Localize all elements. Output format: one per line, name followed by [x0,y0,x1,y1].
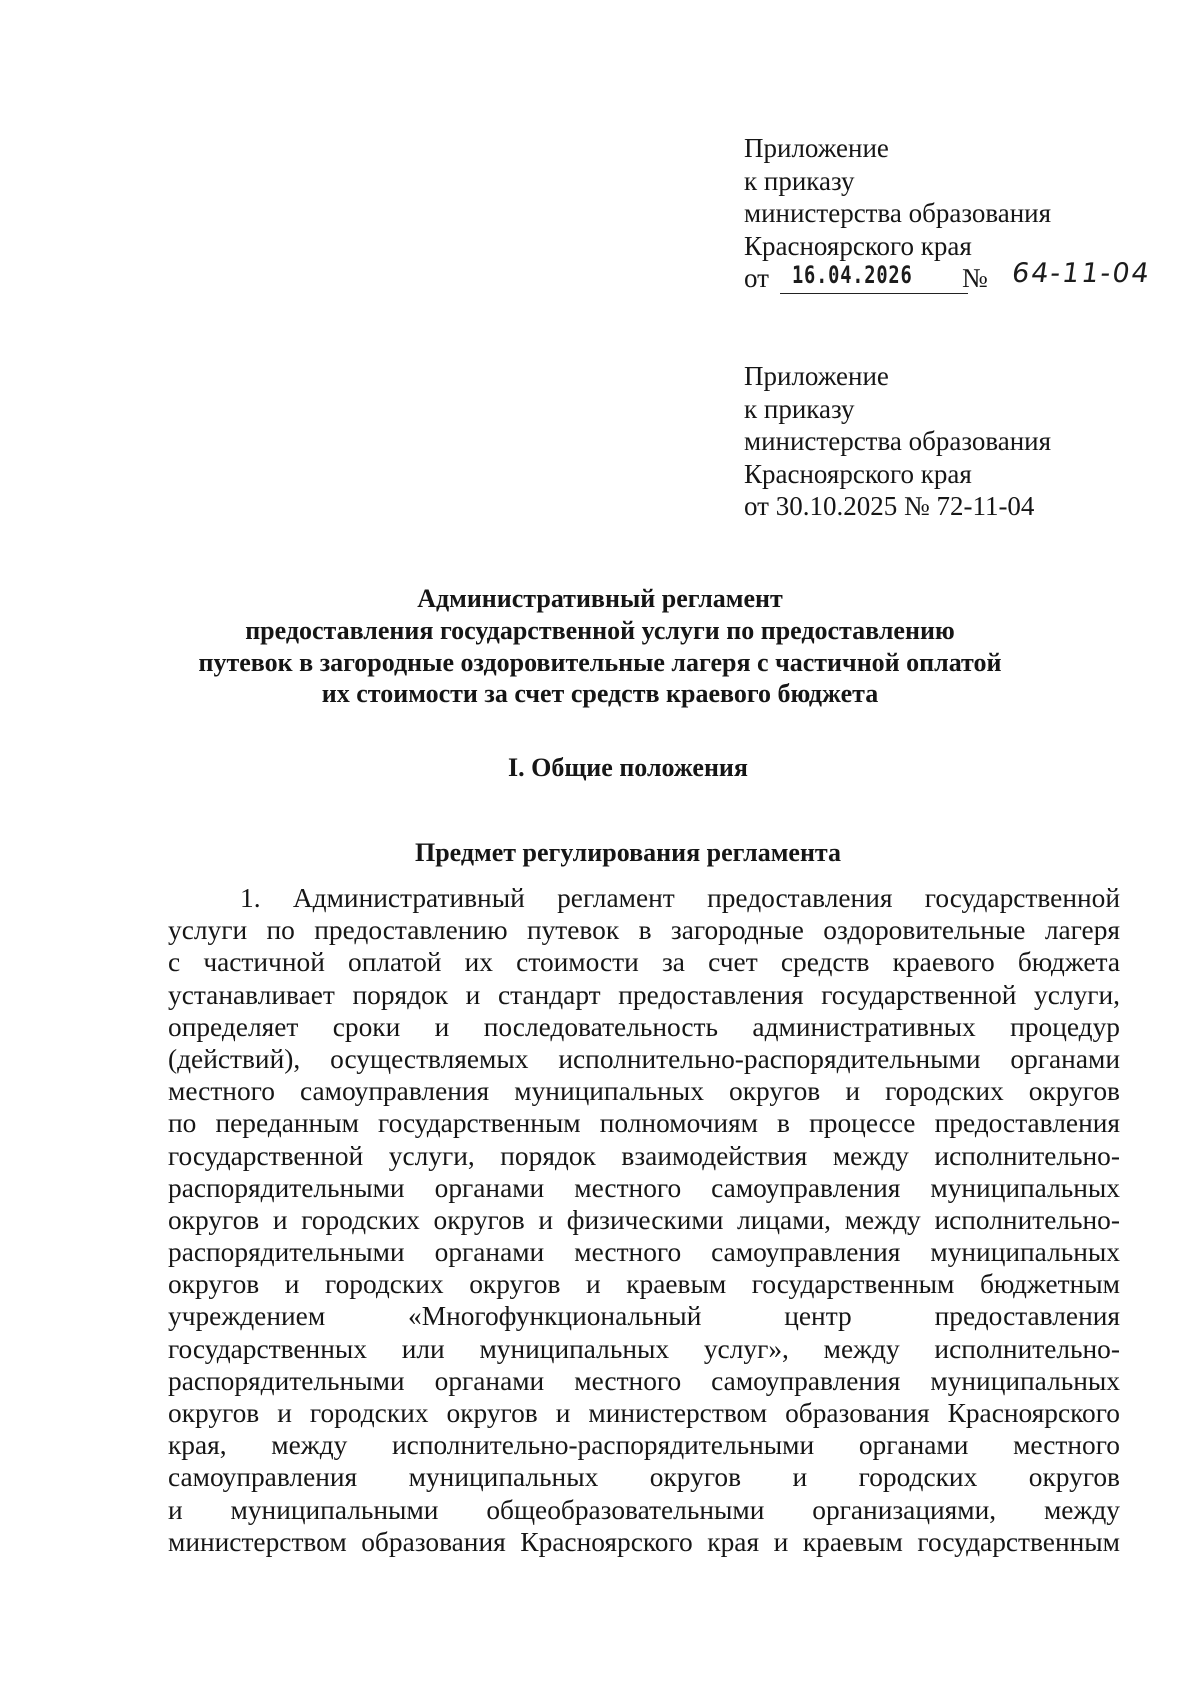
title-line: Административный регламент [417,584,783,613]
appendix-block-current [744,132,1164,296]
order-date-number-line [744,258,1164,296]
title-line: их стоимости за счет средств краевого бюджета [321,679,879,709]
paragraph-line: местного самоуправления муниципальных округов и городских округов [168,1076,1120,1107]
paragraph-line: государственной услуги, порядок взаимодействия между исполнительно- [168,1140,1120,1171]
paragraph-line: устанавливает порядок и стандарт предоставления государственной услуги, [168,979,1120,1010]
appendix-line: к приказу [744,165,855,196]
subsection-heading: Предмет регулирования регламента [414,838,842,867]
paragraph-line: государственных или муниципальных услуг», между исполнительно- [168,1333,1120,1364]
paragraph-line: распорядительными органами местного самоуправления муниципальных [168,1172,1120,1203]
section-heading: I. Общие положения [508,753,748,782]
paragraph-line: (действий), осуществляемых исполнительно-распорядительными органами [168,1043,1120,1074]
paragraph-line: округов и городских округов и министерством образования Красноярского [168,1398,1120,1428]
appendix-line: от 30.10.2025 № 72-11-04 [744,491,1035,521]
appendix-line: Красноярского края [744,230,972,261]
title-line: предоставления государственной услуги по предоставлению [245,615,955,645]
handwritten-order-number: 64-11-04 [1009,258,1153,289]
paragraph-line: и муниципальными общеобразовательными организациями, между [168,1494,1120,1525]
document-title [150,583,1050,710]
paragraph-line: учреждением «Многофункциональный центр предоставления [168,1301,1120,1332]
appendix-line: Приложение [744,133,889,163]
paragraph-line: края, между исполнительно-распорядительными органами местного [168,1430,1120,1461]
paragraph-line: самоуправления муниципальных округов и городских округов [168,1462,1120,1493]
paragraph-line: по переданным государственным полномочиям в процессе предоставления [168,1108,1120,1139]
appendix-line: Красноярского края [744,458,972,489]
number-sign: № [962,263,988,293]
appendix-line: Приложение [744,361,889,391]
paragraph-line: 1. Административный регламент предоставления государственной [240,883,1120,913]
paragraph-line: округов и городских округов и физическими лицами, между исполнительно- [168,1204,1120,1235]
stamped-date: 16.04.2026 [792,261,913,289]
paragraph-line: министерством образования Красноярского края и краевым государственным [168,1526,1120,1557]
paragraph-line: с частичной оплатой их стоимости за счет средств краевого бюджета [168,947,1120,978]
date-prefix: от [744,263,769,293]
appendix-line: к приказу [744,393,855,424]
appendix-line: министерства образования [744,198,1052,228]
title-line: путевок в загородные оздоровительные лагеря с частичной оплатой [198,647,1002,677]
appendix-block-previous [744,360,1164,523]
paragraph-line: распорядительными органами местного самоуправления муниципальных [168,1237,1120,1268]
paragraph-line: услуги по предоставлению путевок в загородные оздоровительные лагеря [168,915,1120,946]
paragraph-line: распорядительными органами местного самоуправления муниципальных [168,1365,1120,1396]
paragraph-line: определяет сроки и последовательность административных процедур [168,1011,1120,1042]
appendix-line: министерства образования [744,426,1052,456]
paragraph-1 [168,882,1120,1558]
paragraph-line: округов и городских округов и краевым государственным бюджетным [168,1269,1120,1300]
